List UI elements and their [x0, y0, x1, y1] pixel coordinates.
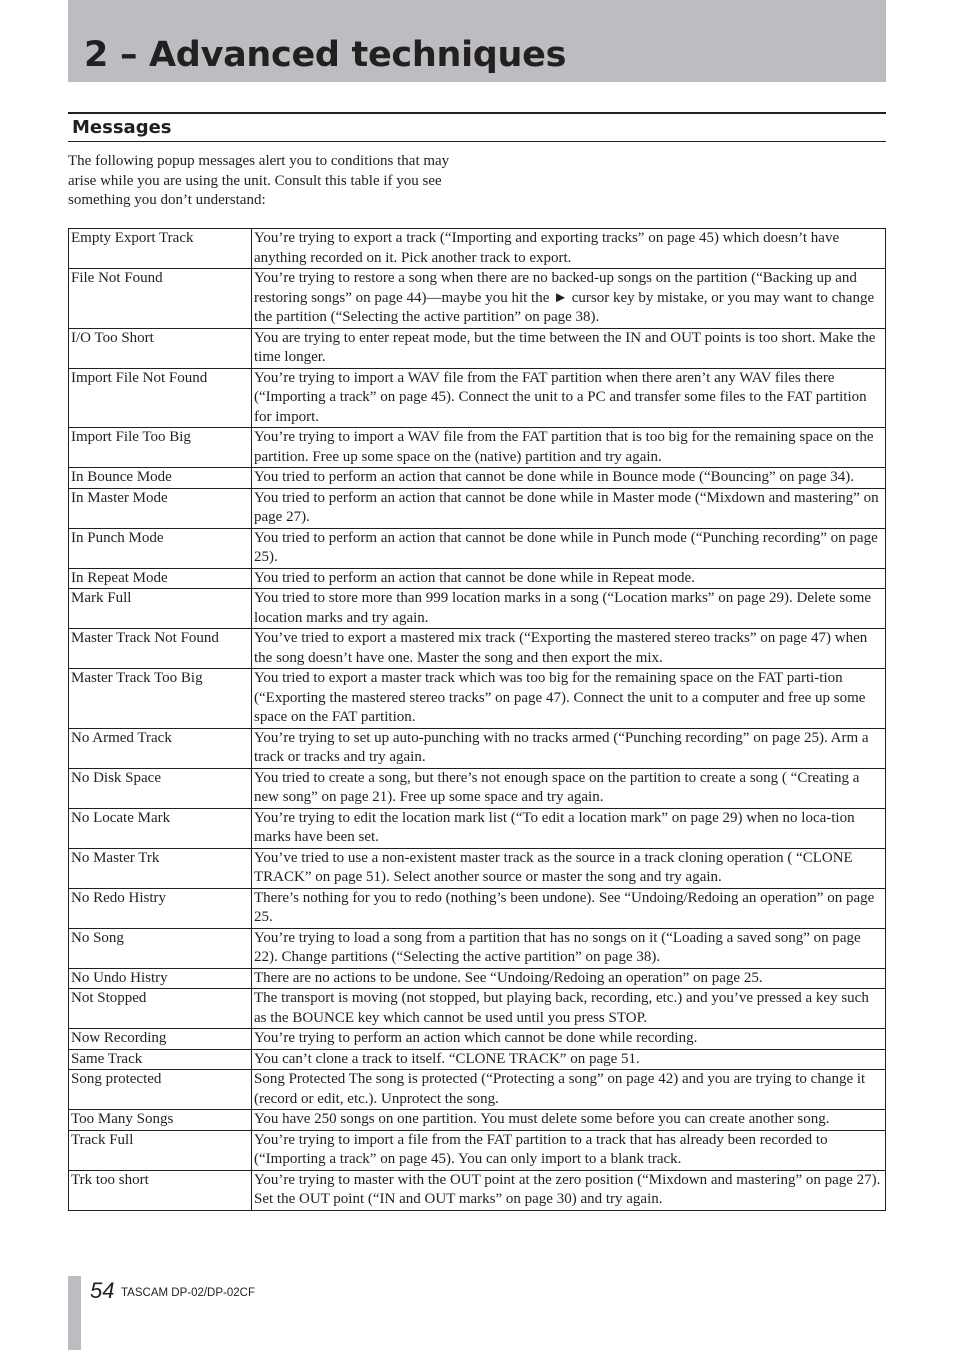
table-row: [69, 589, 886, 629]
intro-paragraph: The following popup messages alert you to conditions that may arise while you are using the unit. Consult this table if you see something you don’t understand:: [68, 153, 450, 208]
section-title: Messages: [72, 117, 172, 138]
message-name: Import File Too Big: [69, 428, 252, 468]
message-name: Import File Not Found: [69, 368, 252, 428]
message-description: You’re trying to export a track (“Importing and exporting tracks” on page 45) which doesn’t have anything recorded on it. Pick another track to export.: [252, 229, 886, 269]
message-description: You tried to perform an action that cannot be done while in Repeat mode.: [252, 568, 886, 589]
message-name: Mark Full: [69, 589, 252, 629]
message-name: Trk too short: [69, 1170, 252, 1210]
page-number: 54: [90, 1278, 115, 1303]
message-description: You’re trying to load a song from a partition that has no songs on it (“Loading a saved song” on page 22). Change partitions (“Selecting the active partition” on page 38).: [252, 928, 886, 968]
message-name: In Repeat Mode: [69, 568, 252, 589]
table-row: [69, 229, 886, 269]
message-description: You tried to export a master track which was too big for the remaining space on the FAT parti-tion (“Exporting the mastered stereo tracks” on page 47). Connect the unit to a computer and free up some space on the FAT partition.: [252, 669, 886, 729]
message-name: Empty Export Track: [69, 229, 252, 269]
messages-table-body: [69, 229, 886, 1211]
table-row: [69, 768, 886, 808]
message-description: You’re trying to master with the OUT point at the zero position (“Mixdown and mastering” on page 27). Set the OUT point (“IN and OUT marks” on page 30) and try again.: [252, 1170, 886, 1210]
table-row: [69, 669, 886, 729]
message-description: You tried to store more than 999 location marks in a song (“Location marks” on page 29). Delete some location marks and try again.: [252, 589, 886, 629]
message-name: In Punch Mode: [69, 528, 252, 568]
message-description: You’re trying to edit the location mark list (“To edit a location mark” on page 29) when no loca-tion marks have been set.: [252, 808, 886, 848]
message-name: Now Recording: [69, 1029, 252, 1050]
message-name: Too Many Songs: [69, 1110, 252, 1131]
message-description: You have 250 songs on one partition. You must delete some before you can create another song.: [252, 1110, 886, 1131]
message-name: In Bounce Mode: [69, 468, 252, 489]
messages-table: [68, 228, 886, 1211]
table-row: [69, 1170, 886, 1210]
table-row: [69, 568, 886, 589]
table-row: [69, 968, 886, 989]
message-description: The transport is moving (not stopped, but playing back, recording, etc.) and you’ve pressed a key such as the BOUNCE key which cannot be used until you press STOP.: [252, 989, 886, 1029]
message-description: You tried to perform an action that cannot be done while in Master mode (“Mixdown and mastering” on page 27).: [252, 488, 886, 528]
table-row: [69, 808, 886, 848]
message-name: Same Track: [69, 1049, 252, 1070]
message-description: You’re trying to import a WAV file from the FAT partition when there aren’t any WAV files there (“Importing a track” on page 45). Connect the unit to a PC and transfer some files to the FAT partition for import.: [252, 368, 886, 428]
message-description: You tried to perform an action that cannot be done while in Punch mode (“Punching recording” on page 25).: [252, 528, 886, 568]
table-row: [69, 888, 886, 928]
message-description: You’re trying to perform an action which cannot be done while recording.: [252, 1029, 886, 1050]
table-row: [69, 848, 886, 888]
message-description: You’re trying to set up auto-punching with no tracks armed (“Punching recording” on page 25). Arm a track or tracks and try again.: [252, 728, 886, 768]
footer-bar: [68, 1276, 81, 1350]
table-row: [69, 1049, 886, 1070]
table-row: [69, 1130, 886, 1170]
message-description: You tried to create a song, but there’s not enough space on the partition to create a song ( “Creating a new song” on page 21). Free up some space and try again.: [252, 768, 886, 808]
message-description: You’re trying to import a file from the FAT partition to a track that has already been recorded to (“Importing a track” on page 45). You can only import to a blank track.: [252, 1130, 886, 1170]
message-name: In Master Mode: [69, 488, 252, 528]
table-row: [69, 1110, 886, 1131]
message-description: You’ve tried to use a non-existent master track as the source in a track cloning operation ( “CLONE TRACK” on page 51). Select another source or master the song and try again.: [252, 848, 886, 888]
table-row: [69, 468, 886, 489]
table-row: [69, 528, 886, 568]
message-name: No Disk Space: [69, 768, 252, 808]
message-description: You’ve tried to export a mastered mix track (“Exporting the mastered stereo tracks” on page 47) when the song doesn’t have one. Master the song and then export the mix.: [252, 629, 886, 669]
message-description: You can’t clone a track to itself. “CLONE TRACK” on page 51.: [252, 1049, 886, 1070]
table-row: [69, 989, 886, 1029]
message-name: Song protected: [69, 1070, 252, 1110]
chapter-title: 2 – Advanced techniques: [84, 35, 567, 75]
message-name: Master Track Too Big: [69, 669, 252, 729]
table-row: [69, 368, 886, 428]
message-name: No Undo Histry: [69, 968, 252, 989]
table-row: [69, 1029, 886, 1050]
message-name: I/O Too Short: [69, 328, 252, 368]
message-description: Song Protected The song is protected (“Protecting a song” on page 42) and you are trying to change it (record or edit, etc.). Unprotect the song.: [252, 1070, 886, 1110]
section-rule-bottom: [68, 141, 886, 142]
message-description: You’re trying to import a WAV file from the FAT partition that is too big for the remaining space on the partition. Free up some space on the (native) partition and try again.: [252, 428, 886, 468]
chapter-header-bar: [68, 0, 886, 82]
message-name: File Not Found: [69, 269, 252, 329]
message-name: No Locate Mark: [69, 808, 252, 848]
message-name: No Song: [69, 928, 252, 968]
message-name: Not Stopped: [69, 989, 252, 1029]
product-name: TASCAM DP-02/DP-02CF: [121, 1287, 255, 1299]
message-name: Master Track Not Found: [69, 629, 252, 669]
message-description: There are no actions to be undone. See “Undoing/Redoing an operation” on page 25.: [252, 968, 886, 989]
message-description: You tried to perform an action that cannot be done while in Bounce mode (“Bouncing” on page 34).: [252, 468, 886, 489]
table-row: [69, 928, 886, 968]
table-row: [69, 629, 886, 669]
message-name: No Master Trk: [69, 848, 252, 888]
message-name: Track Full: [69, 1130, 252, 1170]
message-name: No Armed Track: [69, 728, 252, 768]
message-description: There’s nothing for you to redo (nothing’s been undone). See “Undoing/Redoing an operation” on page 25.: [252, 888, 886, 928]
table-row: [69, 728, 886, 768]
table-row: [69, 1070, 886, 1110]
table-row: [69, 428, 886, 468]
table-row: [69, 328, 886, 368]
section-rule-top: [68, 112, 886, 114]
table-row: [69, 488, 886, 528]
message-description: You’re trying to restore a song when there are no backed-up songs on the partition (“Backing up and restoring songs” on page 44)—maybe you hit the ► cursor key by mistake, or you may want to change the partition (“Selecting the active partition” on page 38).: [252, 269, 886, 329]
table-row: [69, 269, 886, 329]
message-description: You are trying to enter repeat mode, but the time between the IN and OUT points is too short. Make the time longer.: [252, 328, 886, 368]
message-name: No Redo Histry: [69, 888, 252, 928]
